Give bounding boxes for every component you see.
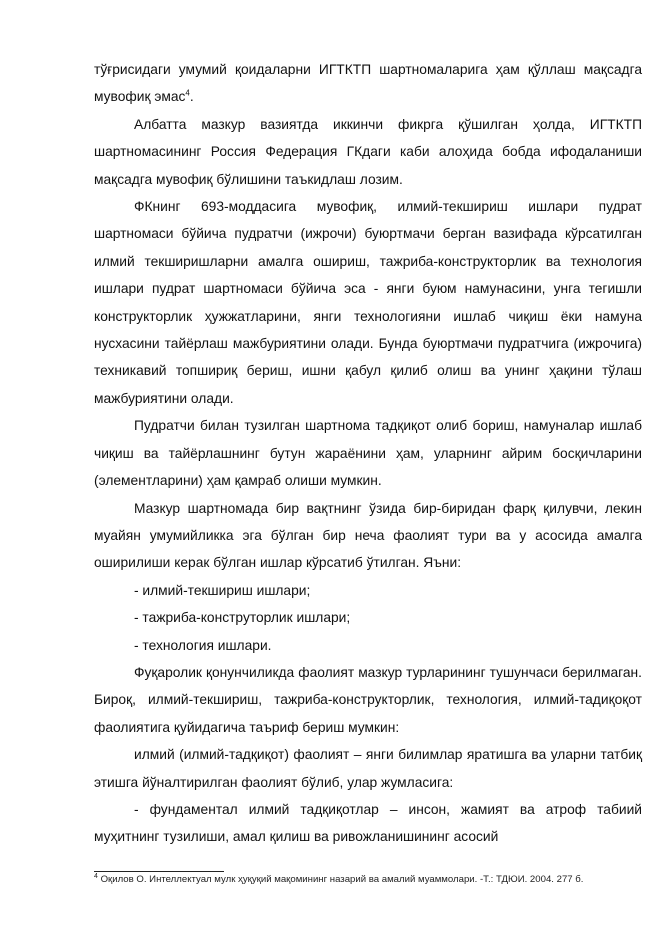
paragraph-4: Пудратчи билан тузилган шартнома тадқиқот олиб бориш, намуналар ишлаб чиқиш ва тайёрлашнинг бутун жараёнини ҳам, уларнинг айрим босқичларини (элементларини) ҳам қамраб олиши мумкин.	[94, 418, 642, 489]
paragraph-5: Мазкур шартномада бир вақтнинг ўзида бир-биридан фарқ қилувчи, лекин муайян умумийликка эга бўлган бир неча фаолият тури ва у асосида амалга оширилиши керак бўлган ишлар кўрсатиб ўтилган. Яъни:	[94, 500, 642, 571]
footnote-reference[interactable]: 4	[185, 88, 190, 98]
list-item-research: - илмий-текшириш ишлари;	[134, 582, 311, 598]
footnote	[94, 873, 642, 886]
paragraph-1	[94, 56, 642, 111]
paragraph-3: ФКнинг 693-моддасига мувофиқ, илмий-текшириш ишлари пудрат шартномаси бўйича пудратчи (ижрочи) буюртмачи берган вазифада кўрсатилган илмий текширишларни амалга ошириш, тажриба-конструкторлик ва технология ишлари пудрат шартномаси бўйича эса - янги буюм намунасини, унга тегишли конструкторлик ҳужжатларини, янги технологияни ишлаб чиқиш ёки намуна нусхасини тайёрлаш мажбуриятини олади. Бунда буюртмачи пудратчига (ижрочига) техникавий топшириқ бериш, ишни қабул қилиб олиш ва унинг ҳақини тўлаш мажбуриятини олади.	[94, 199, 642, 406]
paragraph-1-text: тўғрисидаги умумий қоидаларни ИГТКТП шартномаларига ҳам қўллаш мақсадга мувофиқ эмас	[94, 62, 642, 105]
paragraph-1-tail: .	[189, 89, 194, 105]
paragraph-2: Албатта мазкур вазиятда иккинчи фикрга қўшилган ҳолда, ИГТКТП шартномасининг Россия Федерация ГКдаги каби алоҳида бобда ифодаланиши мақсадга мувофиқ бўлишини таъкидлаш лозим.	[94, 116, 642, 187]
paragraph-8: - фундаментал илмий тадқиқотлар – инсон, жамият ва атроф табиий муҳитнинг тузилиши, амал қилиш ва ривожланишининг асосий	[94, 801, 642, 845]
list-item-design: - тажриба-конструторлик ишлари;	[134, 610, 351, 626]
list-item-technology: - технология ишлари.	[134, 637, 272, 653]
footnote-text: Оқилов О. Интеллектуал мулк ҳуқуқий мақомининг назарий ва амалий муаммолари. -Т.: ТДЮИ. 2004. 277 б.	[97, 874, 584, 885]
footnote-divider	[94, 871, 224, 872]
paragraph-7: илмий (илмий-тадқиқот) фаолият – янги билимлар яратишга ва уларни татбиқ этишга йўналтирилган фаолият бўлиб, улар жумласига:	[94, 747, 642, 790]
paragraph-6: Фуқаролик қонунчиликда фаолият мазкур турларининг тушунчаси берилмаган. Бироқ, илмий-текшириш, тажриба-конструкторлик, технология, илмий-тадиқоқот фаолиятига қуйидагича таъриф бериш мумкин:	[94, 664, 642, 735]
document-body	[94, 56, 642, 851]
footnote-number: 4	[94, 872, 98, 880]
